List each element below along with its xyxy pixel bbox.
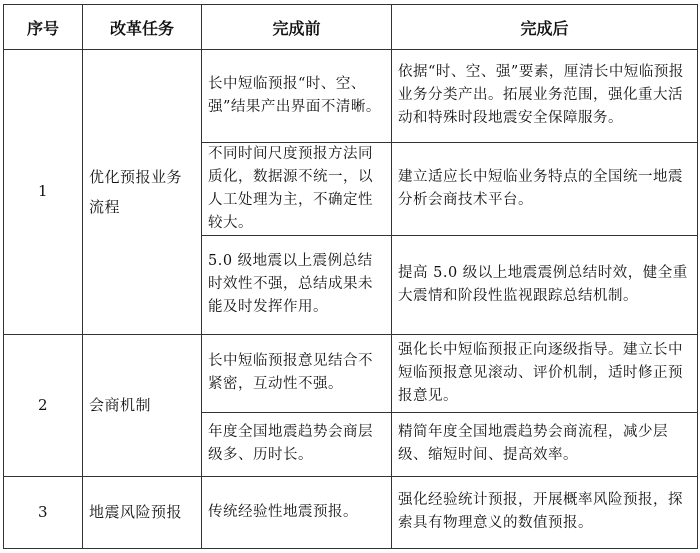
row-index: 1 xyxy=(4,50,83,335)
header-index: 序号 xyxy=(4,5,83,50)
header-after: 完成后 xyxy=(392,5,698,50)
cell-before: 5.0 级地震以上震例总结时效性不强，总结成果未能及时发挥作用。 xyxy=(202,236,392,335)
cell-before: 不同时间尺度预报方法同质化，数据源不统一，以人工处理为主，不确定性较大。 xyxy=(202,142,392,236)
row-task: 优化预报业务流程 xyxy=(83,50,202,335)
row-index: 3 xyxy=(4,476,83,548)
cell-before: 年度全国地震趋势会商层级多、历时长。 xyxy=(202,413,392,476)
header-task: 改革任务 xyxy=(83,5,202,50)
cell-after: 依据“时、空、强”要素，厘清长中短临预报业务分类产出。拓展业务范围，强化重大活动和特殊时段地震安全保障服务。 xyxy=(392,50,698,143)
cell-before: 传统经验性地震预报。 xyxy=(202,476,392,548)
table-row xyxy=(4,334,698,412)
header-row xyxy=(4,5,698,50)
cell-before: 长中短临预报意见结合不紧密，互动性不强。 xyxy=(202,334,392,412)
cell-after: 精简年度全国地震趋势会商流程，减少层级、缩短时间、提高效率。 xyxy=(392,413,698,476)
header-before: 完成前 xyxy=(202,5,392,50)
cell-after: 提高 5.0 级以上地震震例总结时效，健全重大震情和阶段性监视跟踪总结机制。 xyxy=(392,236,698,335)
cell-after: 强化经验统计预报，开展概率风险预报，探索具有物理意义的数值预报。 xyxy=(392,476,698,548)
row-task: 地震风险预报 xyxy=(83,476,202,548)
row-task: 会商机制 xyxy=(83,334,202,476)
reform-table xyxy=(3,4,698,549)
cell-after: 建立适应长中短临业务特点的全国统一地震分析会商技术平台。 xyxy=(392,142,698,236)
cell-before: 长中短临预报“时、空、强”结果产出界面不清晰。 xyxy=(202,50,392,143)
cell-after: 强化长中短临预报正向逐级指导。建立长中短临预报意见滚动、评价机制，适时修正预报意见。 xyxy=(392,334,698,412)
table-row xyxy=(4,476,698,548)
row-index: 2 xyxy=(4,334,83,476)
table-row xyxy=(4,50,698,143)
